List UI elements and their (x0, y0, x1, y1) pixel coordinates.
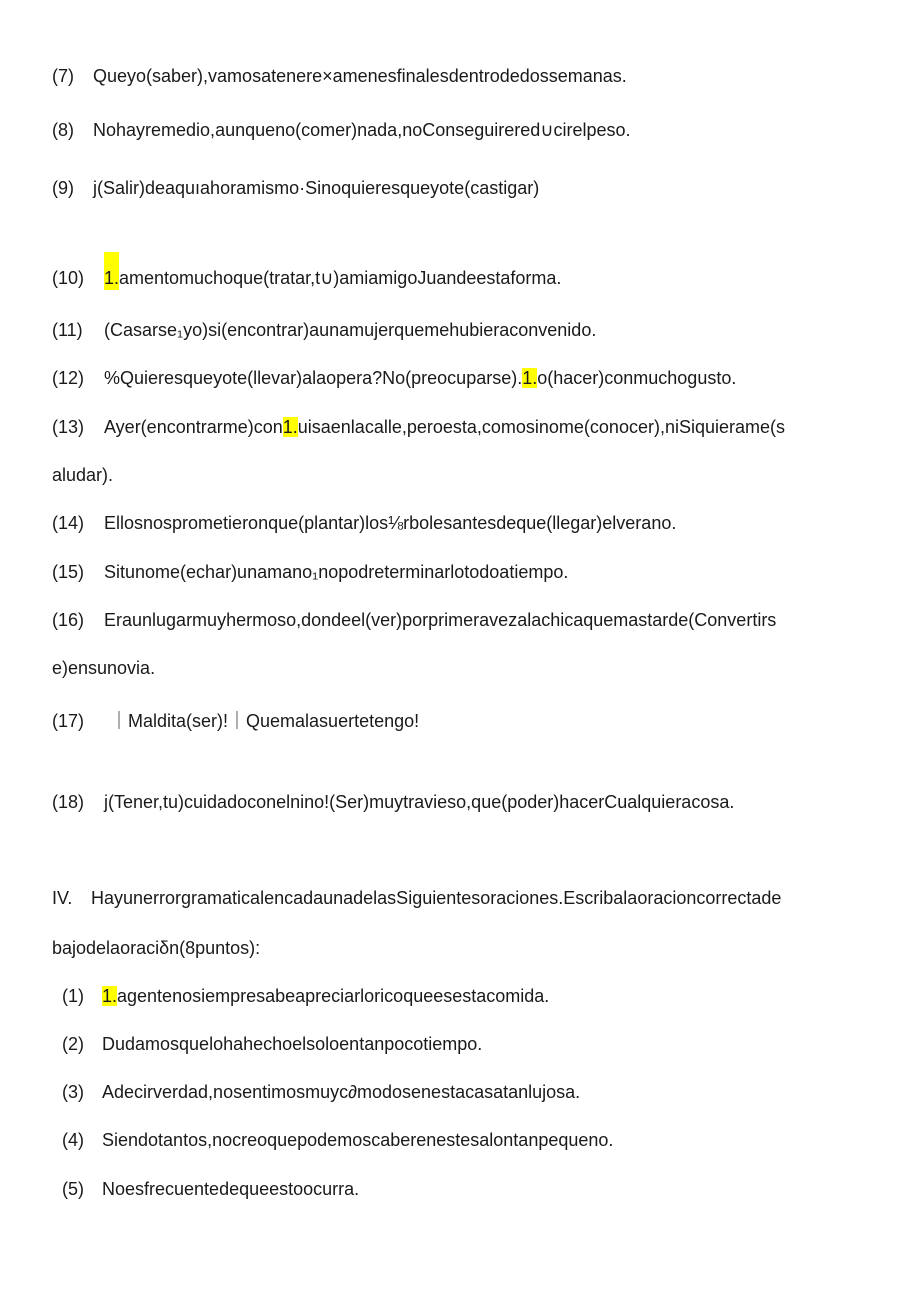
list-item (52, 318, 596, 342)
list-item (52, 608, 776, 632)
list-item (52, 64, 627, 88)
item-text: Ayer(encontrarme)con (104, 417, 283, 437)
item-text: o(hacer)conmuchogusto. (537, 368, 737, 388)
item-number: (17) (52, 711, 85, 731)
list-item (62, 1128, 613, 1152)
item-text: %Quieresqueyote(llevar)alaopera?No(preocuparse). (104, 368, 523, 388)
item-number: (12) (52, 368, 85, 388)
item-number: (8) (52, 120, 74, 140)
list-item (52, 118, 631, 142)
item-number: (2) (62, 1034, 84, 1054)
item-number: (14) (52, 513, 85, 533)
item-number: (13) (52, 417, 85, 437)
section-heading (52, 886, 781, 910)
item-number: (7) (52, 66, 74, 86)
list-item (62, 1032, 482, 1056)
item-number: (18) (52, 792, 85, 812)
item-text: Eraunlugarmuyhermoso,dondeel(ver)porprimeravezalachicaquemastarde(Convertirs (104, 610, 777, 630)
item-text: Noesfrecuentedequeestoocurra. (102, 1179, 360, 1199)
list-item (52, 415, 785, 439)
item-text: Situnome(echar)unamano₁nopodreterminarlotodoatiempo. (104, 562, 569, 582)
section-text: HayunerrorgramaticalencadaunadelasSiguientesoraciones.Escribalaoracioncorrectade (91, 888, 782, 908)
item-number: (16) (52, 610, 85, 630)
list-item-continuation (52, 656, 155, 680)
item-number: (5) (62, 1179, 84, 1199)
highlighted-text: 1. (522, 368, 538, 388)
list-item (52, 790, 734, 814)
item-text: amentomuchoque(tratar,t∪)amiamigoJuandeestaforma. (119, 268, 562, 288)
list-item-continuation (52, 463, 113, 487)
item-text: Siendotantos,nocreoquepodemoscaberenestesalontanpequeno. (102, 1130, 614, 1150)
section-text: bajodelaoraciδn(8puntos): (52, 938, 261, 958)
item-number: (11) (52, 320, 83, 340)
item-number: (1) (62, 986, 84, 1006)
section-heading-continuation (52, 936, 260, 960)
highlighted-text: 1. (102, 986, 118, 1006)
list-item (52, 709, 419, 733)
item-text: ｜Maldita(ser)!｜Quemalasuertetengo! (110, 711, 420, 731)
list-item (62, 1080, 580, 1104)
list-item (52, 176, 539, 200)
highlighted-text: 1. (282, 417, 298, 437)
list-item (62, 984, 549, 1008)
section-number: IV. (52, 888, 73, 908)
item-number: (3) (62, 1082, 84, 1102)
item-text: Dudamosquelohahechoelsoloentanpocotiempo. (102, 1034, 483, 1054)
list-item (52, 366, 736, 390)
list-item (52, 266, 561, 290)
item-number: (10) (52, 268, 85, 288)
item-text: j(Tener,tu)cuidadoconelnino!(Ser)muytravieso,que(poder)hacerCualquieracosa. (104, 792, 735, 812)
list-item (52, 560, 568, 584)
item-text: Nohayremedio,aunqueno(comer)nada,noConseguirered∪cirelpeso. (93, 120, 631, 140)
list-item (52, 511, 676, 535)
highlighted-text: 1. (104, 252, 119, 290)
item-text: e)ensunovia. (52, 658, 156, 678)
item-text: j(Salir)deaquıahoramismo·Sinoquieresqueyote(castigar) (93, 178, 540, 198)
item-text: (Casarse₁yo)si(encontrar)aunamujerquemehubieraconvenido. (104, 320, 597, 340)
item-number: (4) (62, 1130, 84, 1150)
item-text: aludar). (52, 465, 114, 485)
list-item (62, 1177, 359, 1201)
item-text: Ellosnosprometieronque(plantar)los⅛rbolesantesdeque(llegar)elverano. (104, 513, 677, 533)
item-text: Queyo(saber),vamosatenere×amenesfinalesdentrodedossemanas. (93, 66, 627, 86)
item-number: (15) (52, 562, 85, 582)
item-text: Adecirverdad,nosentimosmuyc∂modosenestacasatanlujosa. (102, 1082, 581, 1102)
item-text: uisaenlacalle,peroesta,comosinome(conocer),niSiquierame(s (297, 417, 786, 437)
item-text: agentenosiempresabeapreciarloricoqueesestacomida. (117, 986, 550, 1006)
item-number: (9) (52, 178, 74, 198)
